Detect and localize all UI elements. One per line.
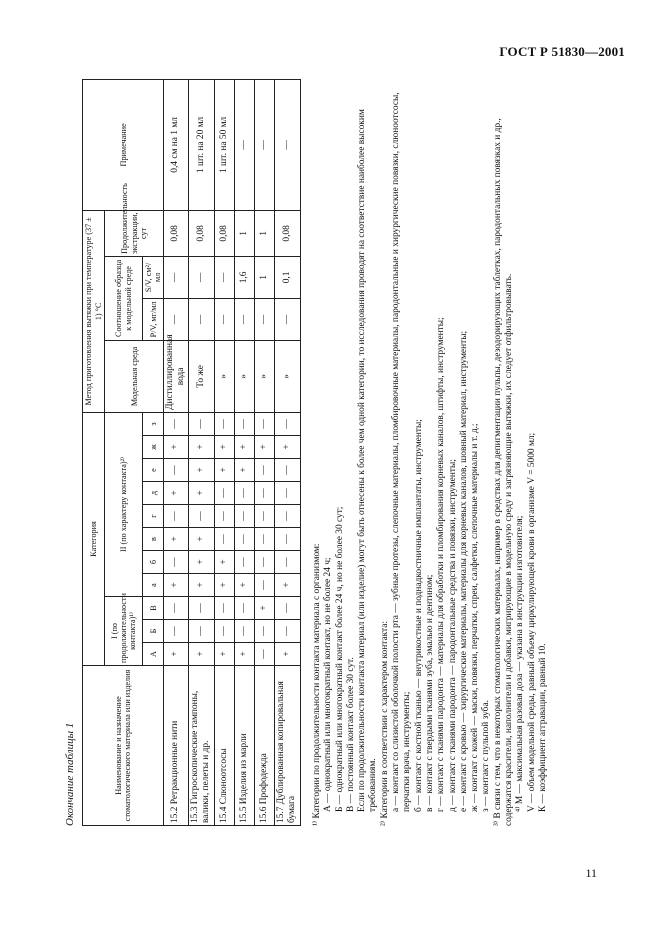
row-mark: + xyxy=(274,574,300,597)
table-caption: Окончание таблицы 1 xyxy=(64,722,76,826)
row-name: 15.6 Профодежда xyxy=(254,666,274,826)
row-medium: Дистиллированная вода xyxy=(164,340,189,412)
header-sub-6: г xyxy=(143,505,164,528)
materials-table xyxy=(82,79,301,826)
header-cat-i: I (по продолжительности контакта)¹⁾ xyxy=(105,597,143,666)
row-note: 0,4 см на 1 мл xyxy=(164,79,189,210)
row-mark: + xyxy=(234,459,254,482)
footnote-line: б — контакт с костной тканью — внутрикостные и поднадкостничные имплантаты, инструменты; xyxy=(413,419,424,812)
footnote-line: ⁴⁾ М — максимальная разовая доза — указана в инструкции изготовителя; xyxy=(515,515,526,812)
row-mark: — xyxy=(214,412,234,435)
row-name: 15.7 Дублированная копировальная бумага xyxy=(274,666,300,826)
header-sub-7: д xyxy=(143,482,164,505)
row-mark: — xyxy=(274,459,300,482)
row-note: 1 шт. на 50 мл xyxy=(214,79,234,210)
header-category: Категория xyxy=(83,412,105,665)
row-mark: — xyxy=(254,574,274,597)
row-sv: — xyxy=(164,256,189,298)
row-sv: 1,6 xyxy=(234,256,254,298)
header-sub-9: ж xyxy=(143,436,164,459)
row-duration: 1 xyxy=(254,210,274,256)
row-name: 15.2 Ретракционные нити xyxy=(164,666,189,826)
row-mark: — xyxy=(274,505,300,528)
row-sv: — xyxy=(188,256,214,298)
row-mark: — xyxy=(234,597,254,620)
row-mark: — xyxy=(254,412,274,435)
row-mark: — xyxy=(164,551,189,574)
row-mark: + xyxy=(214,574,234,597)
row-mark: + xyxy=(164,574,189,597)
row-mark: + xyxy=(214,643,234,666)
row-mark: + xyxy=(234,436,254,459)
footnote-line: Б — однократный или многократный контакт более 24 ч, но не более 30 сут; xyxy=(334,506,345,812)
row-mark: — xyxy=(234,505,254,528)
footnote-line: А — однократный или многократный контакт, но не более 24 ч; xyxy=(323,557,334,812)
row-mark: — xyxy=(164,412,189,435)
row-mark: + xyxy=(214,436,234,459)
table-row xyxy=(234,79,254,825)
header-sv: S/V, см²/мл xyxy=(143,256,164,298)
header-sub-5: в xyxy=(143,528,164,551)
row-mark: + xyxy=(188,574,214,597)
row-mark: — xyxy=(164,597,189,620)
row-mark: — xyxy=(234,551,254,574)
footnote-line: з — контакт с пульпой зуба. xyxy=(481,700,492,812)
row-pv: — xyxy=(214,298,234,340)
row-mark: + xyxy=(254,436,274,459)
row-mark: — xyxy=(274,412,300,435)
row-mark: — xyxy=(214,528,234,551)
header-ratio: Соотношение образца к модельной среде xyxy=(105,256,143,340)
footnote-line: К — коэффициент аггравации, равный 10. xyxy=(537,643,548,812)
row-mark: — xyxy=(254,505,274,528)
row-mark: — xyxy=(274,528,300,551)
table-row xyxy=(254,79,274,825)
row-mark: — xyxy=(214,597,234,620)
footnote-line: г — контакт с тканями пародонта — материалы для обработки и пломбирования корневых каналов, штифты, инструменты; xyxy=(436,317,447,812)
footnote-line: е — контакт с кровью — хирургические материалы, материалы для корневых каналов, шовный материал, инструменты; xyxy=(458,330,469,812)
row-mark: — xyxy=(274,551,300,574)
footnote-line: ¹⁾ Категории по продолжительности контакта материала с организмом: xyxy=(312,543,322,826)
row-sv: 0,1 xyxy=(274,256,300,298)
footnote-line: ж — контакт с кожей — маски, повязки, перчатки, спреи, салфетки, слепочные материалы и т. д.; xyxy=(470,423,481,812)
row-mark: — xyxy=(188,505,214,528)
table-row xyxy=(164,79,189,825)
row-sv: 1 xyxy=(254,256,274,298)
row-mark: — xyxy=(254,620,274,643)
row-mark: + xyxy=(214,459,234,482)
row-note: — xyxy=(274,79,300,210)
row-mark: + xyxy=(214,551,234,574)
row-mark: — xyxy=(254,528,274,551)
row-mark: + xyxy=(274,436,300,459)
row-duration: 0,08 xyxy=(188,210,214,256)
row-mark: + xyxy=(274,643,300,666)
footnote-line: а — контакт со слизистой оболочкой полости рта — зубные протезы, слепочные материалы, пломбировочные материалы, пародонтальные и хирургические повязки, слюноотсосы, перчатки врача, инструменты; xyxy=(391,92,413,812)
row-mark: — xyxy=(164,620,189,643)
header-sub-4: б xyxy=(143,551,164,574)
header-note: Примечание xyxy=(83,79,164,210)
row-medium: » xyxy=(234,340,254,412)
row-mark: + xyxy=(164,643,189,666)
row-duration: 0,08 xyxy=(274,210,300,256)
row-mark: + xyxy=(254,597,274,620)
header-sub-8: е xyxy=(143,459,164,482)
row-mark: — xyxy=(274,482,300,505)
row-note: — xyxy=(254,79,274,210)
row-mark: — xyxy=(188,412,214,435)
row-sv: — xyxy=(214,256,234,298)
header-medium: Модельная среда xyxy=(105,340,164,412)
row-pv: — xyxy=(274,298,300,340)
row-mark: — xyxy=(274,620,300,643)
row-mark: — xyxy=(254,551,274,574)
header-sub-0: А xyxy=(143,643,164,666)
row-mark: + xyxy=(188,459,214,482)
row-mark: + xyxy=(164,482,189,505)
rotated-content xyxy=(60,80,580,826)
row-mark: — xyxy=(164,459,189,482)
row-mark: — xyxy=(188,620,214,643)
row-mark: — xyxy=(188,597,214,620)
row-pv: — xyxy=(234,298,254,340)
row-mark: + xyxy=(188,643,214,666)
row-mark: — xyxy=(254,643,274,666)
row-mark: — xyxy=(234,482,254,505)
row-medium: То же xyxy=(188,340,214,412)
footnote-line: в — контакт с твердыми тканями зуба, эмалью и дентином; xyxy=(424,574,435,812)
header-sub-10: з xyxy=(143,412,164,435)
row-mark: + xyxy=(234,643,254,666)
row-pv: — xyxy=(254,298,274,340)
page-number: 11 xyxy=(585,866,597,880)
table-row xyxy=(274,79,300,825)
row-mark: + xyxy=(188,436,214,459)
row-mark: + xyxy=(188,551,214,574)
row-mark: + xyxy=(188,482,214,505)
footnote-line: В — постоянный контакт более 30 сут. xyxy=(345,657,356,812)
row-mark: + xyxy=(164,436,189,459)
row-mark: + xyxy=(164,528,189,551)
row-mark: — xyxy=(254,482,274,505)
row-name: 15.4 Слюноотсосы xyxy=(214,666,234,826)
footnote-line: ²⁾ Категории в соответствии с характером контакта: xyxy=(379,620,390,826)
row-note: — xyxy=(234,79,254,210)
row-mark: — xyxy=(214,620,234,643)
row-pv: — xyxy=(188,298,214,340)
row-mark: — xyxy=(234,412,254,435)
row-name: 15.5 Изделия из марли xyxy=(234,666,254,826)
header-method: Метод приготовления вытяжки при температуре (37 ± 1) °С xyxy=(83,210,105,412)
row-medium: » xyxy=(274,340,300,412)
header-sub-2: В xyxy=(143,597,164,620)
row-medium: » xyxy=(254,340,274,412)
row-name: 15.3 Гигроскопические тампоны, валики, пелеты и др. xyxy=(188,666,214,826)
row-mark: — xyxy=(234,528,254,551)
row-mark: — xyxy=(164,505,189,528)
row-mark: + xyxy=(234,574,254,597)
document-header: ГОСТ Р 51830—2001 xyxy=(499,44,625,59)
header-duration: Продолжительность экстракции, сут xyxy=(105,210,164,256)
footnote-line: V — объем модельной среды, равный объему циркулирующей крови в организме V = 5000 мл; xyxy=(526,432,537,812)
row-medium: » xyxy=(214,340,234,412)
footnote-line: д — контакт с тканями пародонта — пародонтальные средства и повязки, инструменты; xyxy=(447,459,458,812)
table-row xyxy=(188,79,214,825)
row-duration: 1 xyxy=(234,210,254,256)
row-mark: — xyxy=(214,482,234,505)
header-cat-ii: II (по характеру контакта)²⁾ xyxy=(105,412,143,596)
row-duration: 0,08 xyxy=(164,210,189,256)
row-note: 1 шт. на 20 мл xyxy=(188,79,214,210)
row-mark: — xyxy=(214,505,234,528)
row-mark: — xyxy=(274,597,300,620)
row-pv: — xyxy=(164,298,189,340)
header-sub-1: Б xyxy=(143,620,164,643)
table-notes xyxy=(312,80,549,826)
row-mark: + xyxy=(188,528,214,551)
row-mark: — xyxy=(234,620,254,643)
header-name: Наименование и назначение стоматологического материала или изделия xyxy=(83,666,164,826)
footnote-line: ³⁾ В связи с тем, что в некоторых стоматологических материалах, например в средствах для депигментации пульпы, дезодорирующих таблетках, пародонтальных повязках и др., содержатся красители, наполнители и добавки, мигрирующие в модельную среду и загрязняющие вытяжки, их следует отфильтровывать. xyxy=(492,118,515,826)
row-duration: 0,08 xyxy=(214,210,234,256)
footnote-line: Если по продолжительности контакта материал (или изделие) могут быть отнесены к более чем одной категории, то исследования проводят на соответствие наиболее высоким требованиям. xyxy=(357,109,379,812)
row-mark: — xyxy=(254,459,274,482)
header-pv: P/V, мг/мл xyxy=(143,298,164,340)
table-row xyxy=(214,79,234,825)
header-sub-3: а xyxy=(143,574,164,597)
